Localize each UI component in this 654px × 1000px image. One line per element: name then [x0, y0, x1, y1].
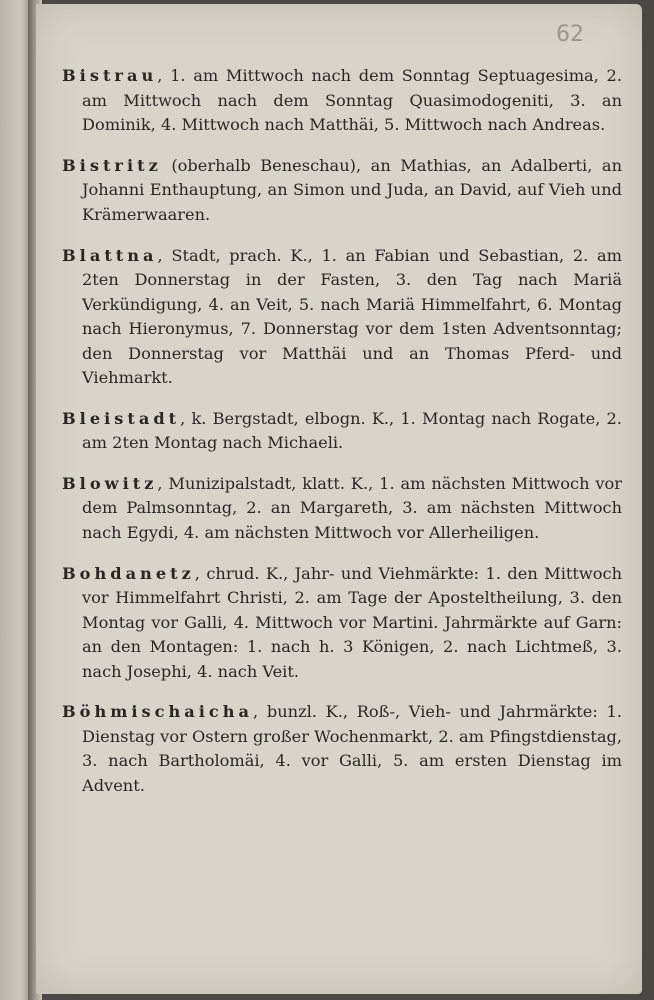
entry-text: , Munizipalstadt, klatt. K., 1. am nächsten Mittwoch vor dem Palmsonntag, 2. an Margareth, 3. am nächsten Mittwoch nach Egydi, 4. am nächsten Mittwoch vor Allerheiligen. — [82, 473, 622, 542]
entry-text: (oberhalb Beneschau), an Mathias, an Adalberti, an Johanni Enthauptung, an Simon und Juda, an David, auf Vieh und Krämerwaaren. — [82, 155, 622, 224]
place-name: Blowitz — [62, 473, 158, 493]
place-name: Bleistadt — [62, 408, 181, 428]
entry-boehmischaicha — [62, 700, 622, 798]
page-number: 62 — [556, 22, 584, 47]
entry-blattna — [62, 244, 622, 391]
market-list — [62, 48, 622, 813]
entry-blowitz — [62, 472, 622, 546]
book-page — [36, 4, 642, 994]
entry-bleistadt — [62, 407, 622, 456]
entry-bohdanetz — [62, 562, 622, 685]
entry-bistritz — [62, 154, 622, 228]
entry-text: , chrud. K., Jahr- und Viehmärkte: 1. den Mittwoch vor Himmelfahrt Christi, 2. am Tage der Aposteltheilung, 3. den Montag vor Galli, 4. Mittwoch vor Martini. Jahrmärkte auf Garn: an den Montagen: 1. nach h. 3 Königen, 2. nach Lichtmeß, 3. nach Josephi, 4. nach Veit. — [82, 563, 622, 681]
place-name: Bistrau — [62, 66, 158, 86]
place-name: Blattna — [62, 245, 158, 265]
place-name: Bistritz — [62, 155, 162, 175]
entry-text: , Stadt, prach. K., 1. an Fabian und Sebastian, 2. am 2ten Donnerstag in der Fasten, 3. den Tag nach Mariä Verkündigung, 4. an Veit, 5. nach Mariä Himmelfahrt, 6. Montag nach Hieronymus, 7. Donnerstag vor dem 1sten Adventsonntag; den Donnerstag vor Matthäi und an Thomas Pferd- und Viehmarkt. — [82, 245, 622, 388]
entry-text: , 1. am Mittwoch nach dem Sonntag Septuagesima, 2. am Mittwoch nach dem Sonntag Quasimodogeniti, 3. an Dominik, 4. Mittwoch nach Matthäi, 5. Mittwoch nach Andreas. — [82, 66, 622, 135]
entry-text: , k. Bergstadt, elbogn. K., 1. Montag nach Rogate, 2. am 2ten Montag nach Michaeli. — [82, 408, 622, 453]
place-name: Bohdanetz — [62, 563, 195, 583]
entry-bistrau — [62, 64, 622, 138]
place-name: Böhmischaicha — [62, 702, 254, 722]
entry-text: , bunzl. K., Roß-, Vieh- und Jahrmärkte: 1. Dienstag vor Ostern großer Wochenmarkt, 2. am Pfingstdienstag, 3. nach Bartholomäi, 4. vor Galli, 5. am ersten Dienstag im Advent. — [82, 702, 622, 795]
